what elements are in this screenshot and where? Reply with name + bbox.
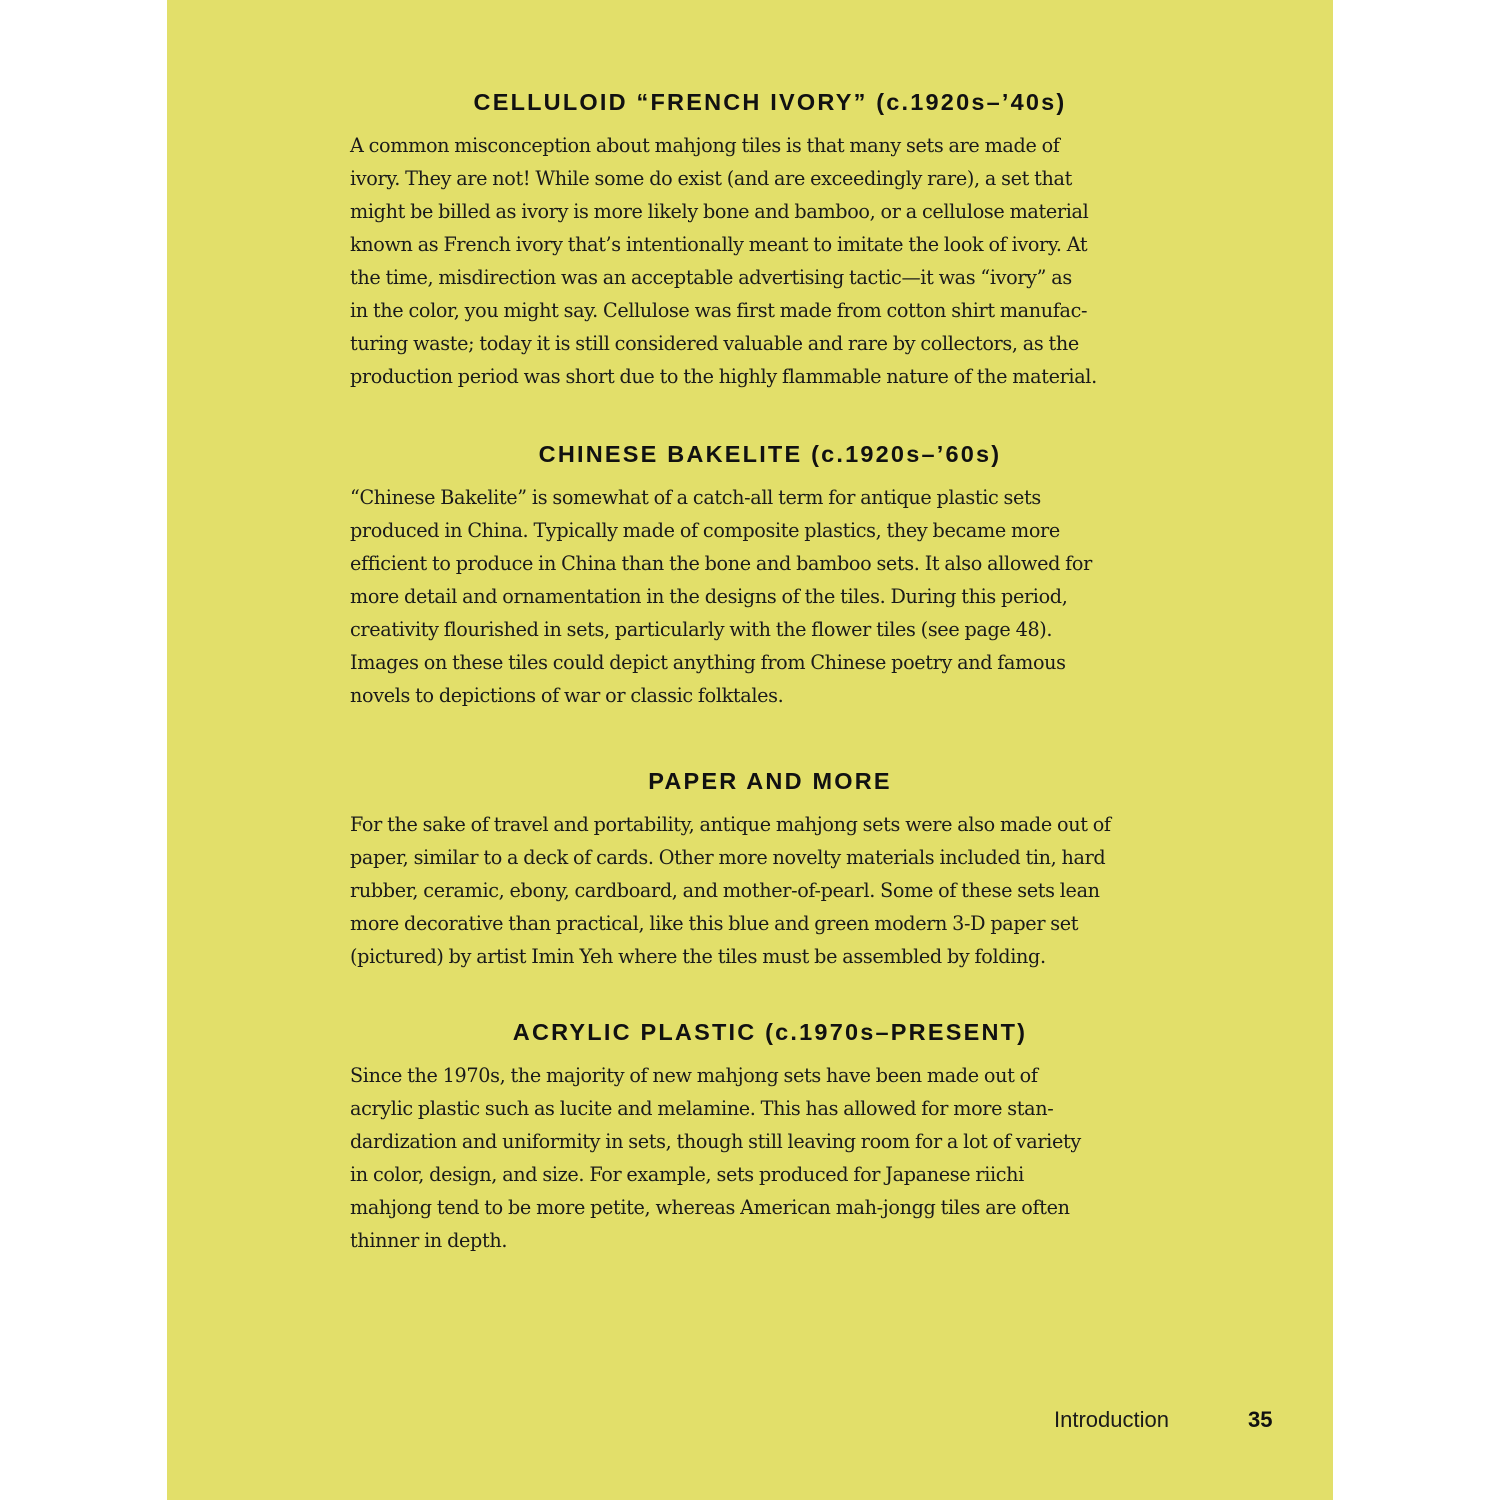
- section-chinese-bakelite: [350, 437, 1190, 712]
- section-heading: CHINESE BAKELITE (c.1920s–’60s): [538, 441, 1002, 467]
- section-paragraph: [350, 808, 1190, 973]
- page-number: 35: [1248, 1407, 1273, 1432]
- text-line: mahjong tend to be more petite, whereas American mah-jongg tiles are often: [350, 1196, 1070, 1219]
- section-paragraph: [350, 481, 1190, 712]
- section-paper-and-more: [350, 764, 1190, 973]
- text-line: A common misconception about mahjong tiles is that many sets are made of: [350, 134, 1060, 157]
- text-line: efficient to produce in China than the bone and bamboo sets. It also allowed for: [350, 552, 1092, 575]
- text-line: paper, similar to a deck of cards. Other more novelty materials included tin, hard: [350, 846, 1106, 869]
- text-line: ivory. They are not! While some do exist (and are exceedingly rare), a set that: [350, 167, 1072, 190]
- text-line: novels to depictions of war or classic folktales.: [350, 684, 784, 707]
- text-line: turing waste; today it is still considered valuable and rare by collectors, as the: [350, 332, 1079, 355]
- text-line: (pictured) by artist Imin Yeh where the tiles must be assembled by folding.: [350, 945, 1046, 968]
- text-line: acrylic plastic such as lucite and melamine. This has allowed for more stan-: [350, 1097, 1054, 1120]
- text-line: produced in China. Typically made of composite plastics, they became more: [350, 519, 1060, 542]
- text-line: For the sake of travel and portability, antique mahjong sets were also made out of: [350, 813, 1111, 836]
- text-line: the time, misdirection was an acceptable advertising tactic—it was “ivory” as: [350, 266, 1072, 289]
- section-paragraph: [350, 1059, 1190, 1257]
- section-paragraph: [350, 129, 1190, 393]
- text-line: dardization and uniformity in sets, though still leaving room for a lot of variety: [350, 1130, 1081, 1153]
- section-celluloid: [350, 85, 1190, 393]
- text-line: creativity flourished in sets, particularly with the flower tiles (see page 48).: [350, 618, 1053, 641]
- section-heading: ACRYLIC PLASTIC (c.1970s–PRESENT): [512, 1019, 1028, 1045]
- page-content: [350, 85, 1190, 1301]
- section-acrylic-plastic: [350, 1015, 1190, 1257]
- footer-chapter-label: Introduction: [1054, 1407, 1169, 1432]
- book-page: [167, 0, 1333, 1500]
- section-heading: PAPER AND MORE: [648, 768, 892, 794]
- text-line: thinner in depth.: [350, 1229, 508, 1252]
- section-heading: CELLULOID “FRENCH IVORY” (c.1920s–’40s): [473, 89, 1067, 115]
- text-line: known as French ivory that’s intentionally meant to imitate the look of ivory. At: [350, 233, 1088, 256]
- text-line: “Chinese Bakelite” is somewhat of a catch-all term for antique plastic sets: [350, 486, 1041, 509]
- text-line: in color, design, and size. For example, sets produced for Japanese riichi: [350, 1163, 1024, 1186]
- text-line: more detail and ornamentation in the designs of the tiles. During this period,: [350, 585, 1068, 608]
- text-line: Images on these tiles could depict anything from Chinese poetry and famous: [350, 651, 1066, 674]
- text-line: rubber, ceramic, ebony, cardboard, and mother-of-pearl. Some of these sets lean: [350, 879, 1100, 902]
- text-line: might be billed as ivory is more likely bone and bamboo, or a cellulose material: [350, 200, 1089, 223]
- text-line: production period was short due to the highly flammable nature of the material.: [350, 365, 1097, 388]
- text-line: in the color, you might say. Cellulose was first made from cotton shirt manufac-: [350, 299, 1088, 322]
- text-line: Since the 1970s, the majority of new mahjong sets have been made out of: [350, 1064, 1038, 1087]
- text-line: more decorative than practical, like this blue and green modern 3-D paper set: [350, 912, 1079, 935]
